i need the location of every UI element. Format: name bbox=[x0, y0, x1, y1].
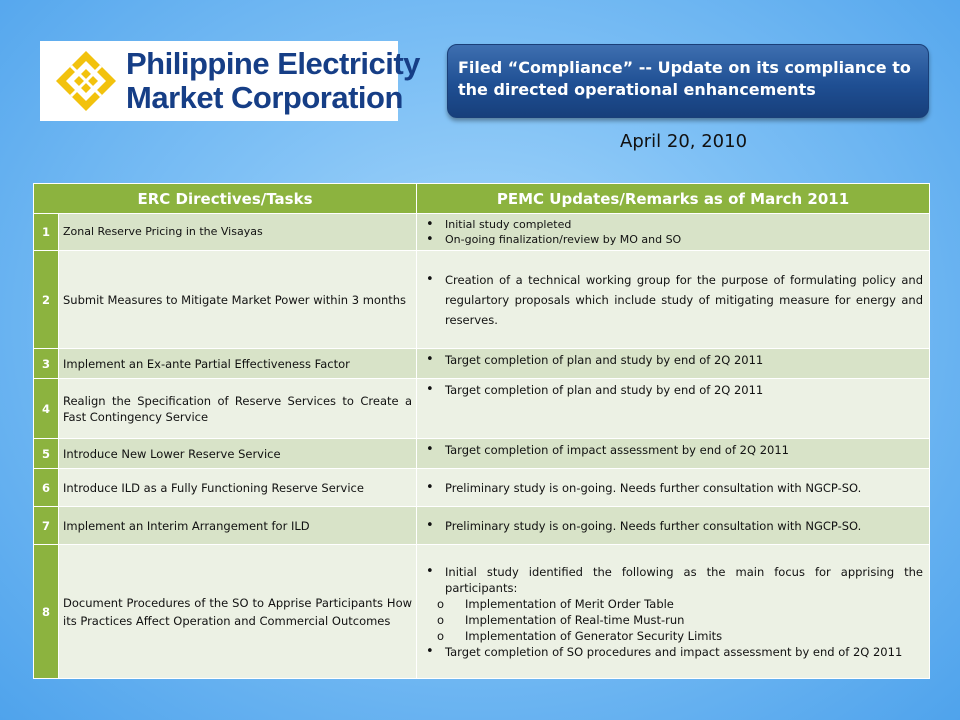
table-row bbox=[34, 439, 930, 469]
updates-list bbox=[423, 442, 923, 458]
update-item: • Preliminary study is on-going. Needs further consultation with NGCP-SO. bbox=[445, 518, 923, 534]
updates-cell bbox=[417, 469, 930, 507]
table-row bbox=[34, 507, 930, 545]
row-number: 4 bbox=[34, 379, 59, 439]
row-number: 7 bbox=[34, 507, 59, 545]
updates-list bbox=[423, 382, 923, 398]
row-number: 6 bbox=[34, 469, 59, 507]
task-cell: Implement an Ex-ante Partial Effectiveness Factor bbox=[59, 349, 417, 379]
task-cell: Submit Measures to Mitigate Market Power within 3 months bbox=[59, 251, 417, 349]
update-item: • Initial study identified the following as the main focus for apprising the participants: bbox=[445, 564, 923, 596]
updates-cell bbox=[417, 545, 930, 679]
update-item: • Target completion of plan and study by end of 2Q 2011 bbox=[445, 352, 923, 368]
updates-list bbox=[423, 644, 923, 660]
update-item: • Target completion of impact assessment by end of 2Q 2011 bbox=[445, 442, 923, 458]
directives-table bbox=[33, 183, 930, 679]
update-item: • Initial study completed bbox=[445, 217, 923, 232]
column-header-tasks: ERC Directives/Tasks bbox=[34, 184, 417, 214]
banner-title: Filed “Compliance” -- Update on its compliance to the directed operational enhancements bbox=[458, 58, 911, 99]
pemc-emblem-icon bbox=[54, 49, 118, 113]
task-cell: Implement an Interim Arrangement for ILD bbox=[59, 507, 417, 545]
report-date: April 20, 2010 bbox=[620, 131, 748, 152]
updates-list bbox=[423, 564, 923, 596]
row-number: 5 bbox=[34, 439, 59, 469]
updates-list bbox=[423, 518, 923, 534]
task-cell: Introduce ILD as a Fully Functioning Reserve Service bbox=[59, 469, 417, 507]
updates-cell bbox=[417, 379, 930, 439]
updates-cell bbox=[417, 507, 930, 545]
task-cell: Realign the Specification of Reserve Services to Create a Fast Contingency Service bbox=[59, 379, 417, 439]
update-item: • Creation of a technical working group for the purpose of formulating policy and regulartory proposals which include study of mitigating measure for energy and reserves. bbox=[445, 270, 923, 330]
updates-cell bbox=[417, 251, 930, 349]
title-banner bbox=[447, 44, 929, 118]
row-number: 3 bbox=[34, 349, 59, 379]
table-row bbox=[34, 469, 930, 507]
pemc-logo bbox=[40, 41, 420, 121]
column-header-updates: PEMC Updates/Remarks as of March 2011 bbox=[417, 184, 930, 214]
updates-list bbox=[423, 352, 923, 368]
table-row bbox=[34, 251, 930, 349]
logo-line-1: Philippine Electricity bbox=[126, 46, 420, 81]
row-number: 1 bbox=[34, 214, 59, 251]
update-item: • On-going finalization/review by MO and SO bbox=[445, 232, 923, 247]
task-cell: Introduce New Lower Reserve Service bbox=[59, 439, 417, 469]
table-row bbox=[34, 349, 930, 379]
update-item: • Preliminary study is on-going. Needs further consultation with NGCP-SO. bbox=[445, 480, 923, 496]
sub-item: o Implementation of Merit Order Table bbox=[465, 596, 923, 612]
updates-cell bbox=[417, 349, 930, 379]
update-item: • Target completion of plan and study by end of 2Q 2011 bbox=[445, 382, 923, 398]
sub-item: o Implementation of Real-time Must-run bbox=[465, 612, 923, 628]
updates-list bbox=[423, 217, 923, 247]
updates-cell bbox=[417, 214, 930, 251]
sub-item: o Implementation of Generator Security Limits bbox=[465, 628, 923, 644]
task-cell: Document Procedures of the SO to Apprise Participants How its Practices Affect Operation and Commercial Outcomes bbox=[59, 545, 417, 679]
row-number: 8 bbox=[34, 545, 59, 679]
task-cell: Zonal Reserve Pricing in the Visayas bbox=[59, 214, 417, 251]
row-number: 2 bbox=[34, 251, 59, 349]
logo-line-2: Market Corporation bbox=[126, 80, 403, 115]
logo-wordmark bbox=[126, 47, 420, 115]
table-row bbox=[34, 214, 930, 251]
table-header-row bbox=[34, 184, 930, 214]
updates-list bbox=[423, 270, 923, 330]
updates-cell bbox=[417, 439, 930, 469]
updates-list bbox=[423, 480, 923, 496]
table-row bbox=[34, 379, 930, 439]
update-item: • Target completion of SO procedures and impact assessment by end of 2Q 2011 bbox=[445, 644, 923, 660]
sub-items-list bbox=[423, 596, 923, 644]
table-row bbox=[34, 545, 930, 679]
